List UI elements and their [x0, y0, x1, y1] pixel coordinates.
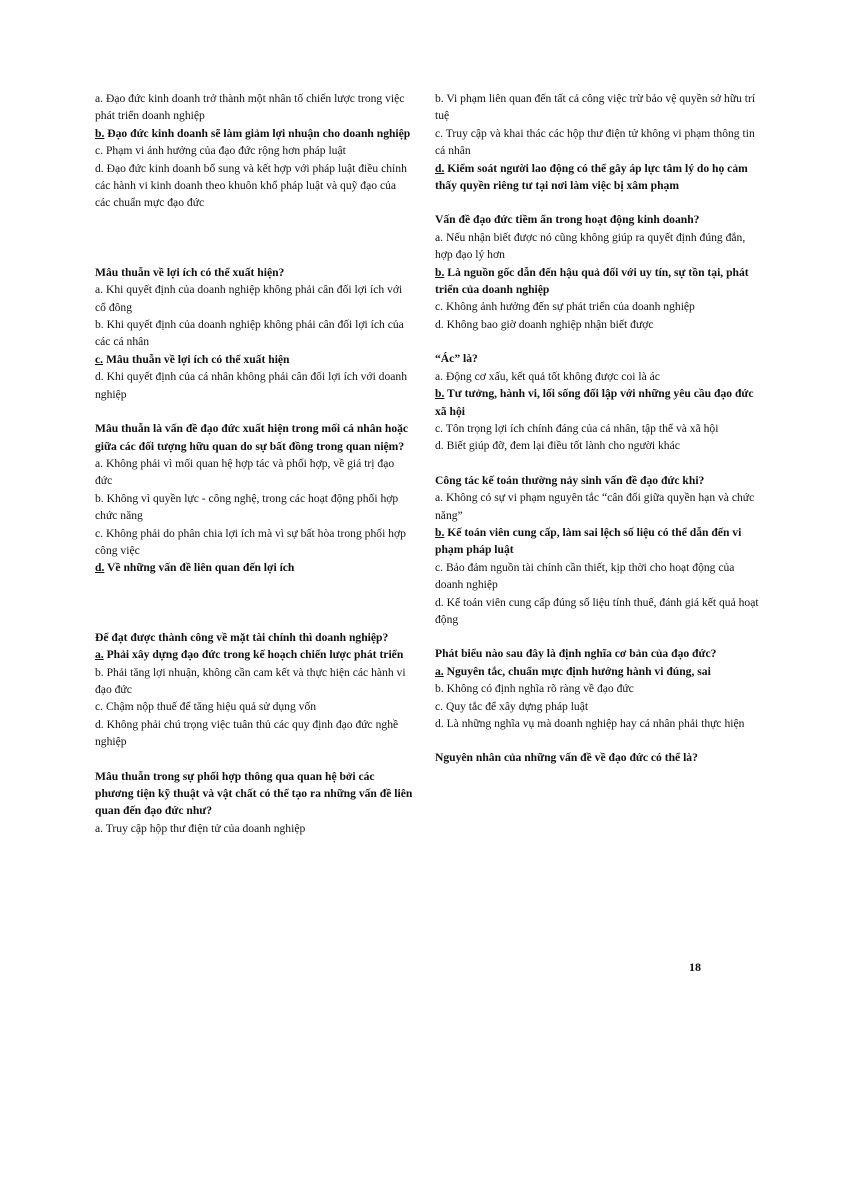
- question-block: [435, 211, 760, 333]
- answer-c: c. Tôn trọng lợi ích chính đáng của cá nhân, tập thể và xã hội: [435, 421, 719, 435]
- answer-b: b. Không có định nghĩa rõ ràng về đạo đức: [435, 682, 634, 696]
- answer-d: d. Biết giúp đỡ, đem lại điều tốt lành cho người khác: [435, 439, 680, 453]
- question-block: [95, 768, 413, 838]
- answer-letter: a.: [435, 664, 444, 678]
- answer-text: Nguyên tắc, chuẩn mực định hướng hành vi đúng, sai: [443, 664, 711, 678]
- answer-b: b. Phải tăng lợi nhuận, không cần cam kết và thực hiện các hành vi đạo đức: [95, 665, 406, 696]
- answer-b: b. Khi quyết định của doanh nghiệp không phải cân đối lợi ích của các cá nhân: [95, 318, 404, 349]
- answer-d: d. Là những nghĩa vụ mà doanh nghiệp hay cá nhân phải thực hiện: [435, 717, 745, 730]
- answer-letter: b.: [435, 265, 445, 279]
- question-text: Nguyên nhân của những vấn đề về đạo đức có thể là?: [435, 751, 698, 765]
- answer-d: d. Không bao giờ doanh nghiệp nhận biết được: [435, 317, 654, 331]
- answer-a: a. Động cơ xấu, kết quả tốt không được coi là ác: [435, 369, 660, 383]
- answer-text: Kế toán viên cung cấp, làm sai lệch số liệu có thể dẫn đến vi phạm pháp luật: [435, 525, 742, 557]
- question-text: Công tác kế toán thường nảy sinh vấn đề đạo đức khi?: [435, 473, 705, 487]
- answer-c: c. Phạm vi ảnh hưởng của đạo đức rộng hơn pháp luật: [95, 144, 346, 158]
- answer-a: a. Không có sự vi phạm nguyên tắc “cân đối giữa quyền hạn và chức năng”: [435, 491, 755, 522]
- answer-letter: d.: [95, 561, 105, 575]
- answer-a: a. Nếu nhận biết được nó cũng không giúp ra quyết định đúng đắn, hợp đạo lý hơn: [435, 230, 746, 262]
- answer-b: b. Vi phạm liên quan đến tất cả công việc trừ bảo vệ quyền sở hữu trí tuệ: [435, 92, 756, 123]
- answer-a: a. Không phải vì mối quan hệ hợp tác và phối hợp, về giá trị đạo đức: [95, 456, 395, 488]
- answer-b: b. Không vì quyền lực - công nghệ, trong các hoạt động phối hợp chức năng: [95, 491, 399, 523]
- answer-letter: c.: [95, 352, 104, 366]
- question-block: [435, 350, 760, 454]
- answer-c: c. Chậm nộp thuế để tăng hiệu quả sử dụng vốn: [95, 700, 317, 714]
- answer-d: d. Kế toán viên cung cấp đúng số liệu tính thuế, đánh giá kết quả hoạt động: [435, 595, 759, 626]
- question-block: [435, 472, 760, 629]
- question-text: Mâu thuẫn trong sự phối hợp thông qua quan hệ bởi các phương tiện kỹ thuật và vật chất có thể tạo ra những vấn đề liên quan đến đạo đức như?: [95, 769, 413, 818]
- answer-a: a. Truy cập hộp thư điện tử của doanh nghiệp: [95, 821, 306, 835]
- answer-c: c. Bảo đảm nguồn tài chính cần thiết, kịp thời cho hoạt động của doanh nghiệp: [435, 560, 735, 592]
- answer-a: a. Đạo đức kinh doanh trở thành một nhân tố chiến lược trong việc phát triển doanh nghiệp: [95, 92, 405, 123]
- answer-b-correct: [435, 264, 760, 299]
- question-text: Để đạt được thành công về mặt tài chính thì doanh nghiệp?: [95, 630, 389, 644]
- answer-text: Phải xây dựng đạo đức trong kế hoạch chiến lược phát triển: [103, 648, 404, 662]
- answer-d-correct: [435, 160, 760, 195]
- question-block: [95, 420, 413, 577]
- answer-letter: b.: [435, 525, 445, 539]
- answer-b-correct: [95, 125, 413, 142]
- question-block: [95, 629, 413, 751]
- answer-letter: b.: [435, 387, 445, 401]
- answer-d: d. Đạo đức kinh doanh bổ sung và kết hợp với pháp luật điều chỉnh các hành vi kinh doanh theo khuôn khổ pháp luật và quỹ đạo của các chuẩn mực đạo đức: [95, 161, 407, 210]
- answer-text: Về những vấn đề liên quan đến lợi ích: [104, 561, 295, 575]
- question-block: [95, 264, 413, 403]
- answer-c: c. Không ảnh hưởng đến sự phát triển của doanh nghiệp: [435, 300, 695, 314]
- answer-b-correct: [435, 524, 760, 559]
- answer-text: Tư tưởng, hành vi, lối sống đối lập với những yêu cầu đạo đức xã hội: [435, 387, 754, 418]
- answer-letter: a.: [95, 648, 104, 662]
- answer-d: d. Không phải chú trọng việc tuân thủ các quy định đạo đức nghề nghiệp: [95, 717, 399, 749]
- answer-d: d. Khi quyết định của cá nhân không phải cân đối lợi ích với doanh nghiệp: [95, 370, 408, 401]
- answer-a: a. Khi quyết định của doanh nghiệp không phải cân đối lợi ích với cổ đông: [95, 283, 403, 314]
- page-number: 18: [689, 960, 701, 974]
- answer-text: Đạo đức kinh doanh sẽ làm giảm lợi nhuận cho doanh nghiệp: [104, 126, 411, 140]
- answer-letter: b.: [95, 126, 105, 140]
- right-column: [435, 90, 760, 767]
- answer-c-correct: [95, 351, 413, 368]
- answer-b-correct: [435, 385, 760, 420]
- answer-letter: d.: [435, 161, 445, 175]
- answer-text: Là nguồn gốc dẫn đến hậu quả đối với uy tín, sự tồn tại, phát triển của doanh nghiệp: [435, 265, 749, 297]
- question-block: [435, 90, 760, 194]
- question-text: Vấn đề đạo đức tiềm ẩn trong hoạt động kinh doanh?: [435, 213, 700, 227]
- left-column: [95, 90, 413, 837]
- answer-c: c. Truy cập và khai thác các hộp thư điện tử không vi phạm thông tin cá nhân: [435, 126, 755, 158]
- question-block: [95, 90, 413, 212]
- answer-a-correct: [435, 663, 760, 680]
- answer-text: Mâu thuẫn về lợi ích có thể xuất hiện: [103, 352, 290, 366]
- answer-d-correct: [95, 559, 413, 576]
- answer-a-correct: [95, 646, 413, 663]
- question-block: [435, 749, 760, 766]
- answer-text: Kiểm soát người lao động có thể gây áp lực tâm lý do họ cảm thấy quyền riêng tư tại nơi làm việc bị xâm phạm: [435, 161, 748, 193]
- question-text: Mâu thuẫn về lợi ích có thể xuất hiện?: [95, 265, 285, 279]
- question-block: [435, 645, 760, 732]
- question-text: Phát biểu nào sau đây là định nghĩa cơ bản của đạo đức?: [435, 647, 717, 661]
- question-text: “Ác” là?: [435, 352, 478, 366]
- answer-c: c. Quy tắc để xây dựng pháp luật: [435, 699, 589, 713]
- answer-c: c. Không phải do phân chia lợi ích mà vì sự bất hòa trong phối hợp công việc: [95, 526, 406, 557]
- question-text: Mâu thuẫn là vấn đề đạo đức xuất hiện trong mối cá nhân hoặc giữa các đối tượng hữu quan do sự bất đồng trong quan niệm?: [95, 422, 409, 453]
